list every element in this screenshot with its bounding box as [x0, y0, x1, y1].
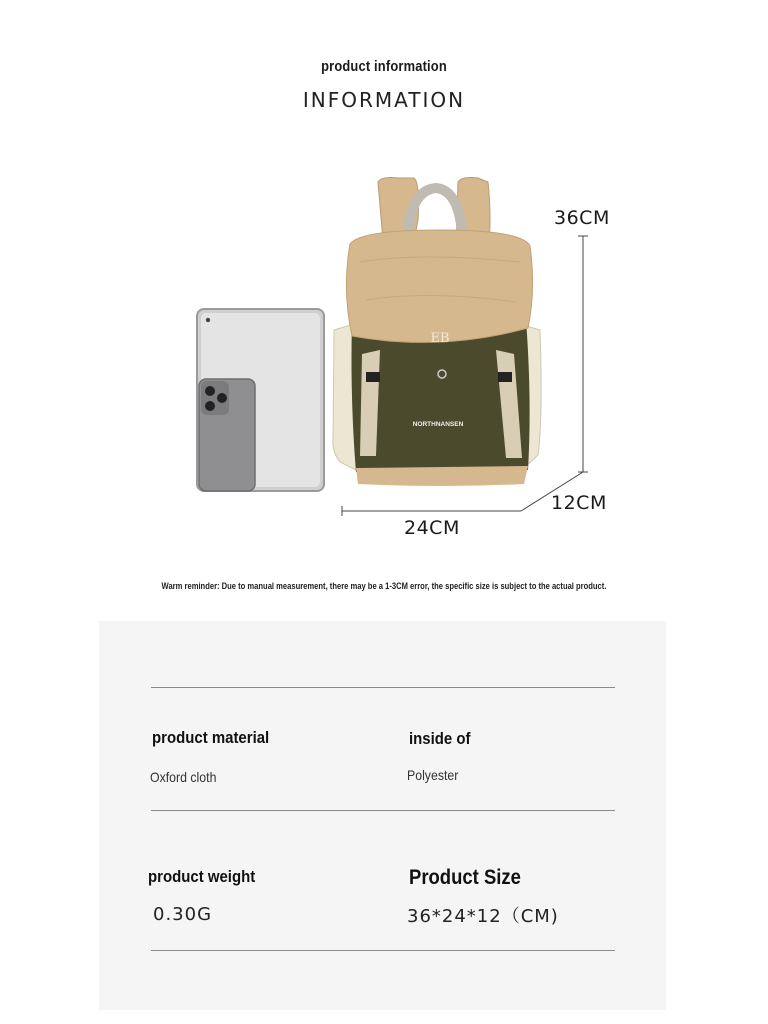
spec-panel [99, 621, 666, 1010]
spec-value-size: 36*24*12（CM) [407, 906, 559, 927]
spec-value-weight: 0.30G [153, 904, 213, 925]
backpack-brand-text: NORTHNANSEN [412, 421, 464, 428]
height-dimension-label: 36CM [554, 207, 610, 229]
divider [151, 687, 615, 688]
spec-label-size: Product Size [409, 866, 521, 889]
spec-label-lining: inside of [409, 729, 471, 748]
divider [151, 950, 615, 951]
spec-label-weight: product weight [148, 867, 256, 886]
depth-dimension-label: 12CM [551, 492, 607, 514]
width-dimension-label: 24CM [404, 517, 460, 539]
spec-label-material: product material [152, 728, 270, 747]
backpack-logo: EB [430, 331, 450, 346]
measurement-reminder: Warm reminder: Due to manual measurement, there may be a 1-3CM error, the specific size is subject to the actual product. [161, 581, 607, 592]
section-title: INFORMATION [302, 88, 466, 112]
spec-value-lining: Polyester [407, 767, 459, 783]
phone-image [199, 379, 255, 491]
section-subtitle: product information [321, 58, 447, 75]
divider [151, 810, 615, 811]
spec-value-material: Oxford cloth [150, 769, 217, 785]
